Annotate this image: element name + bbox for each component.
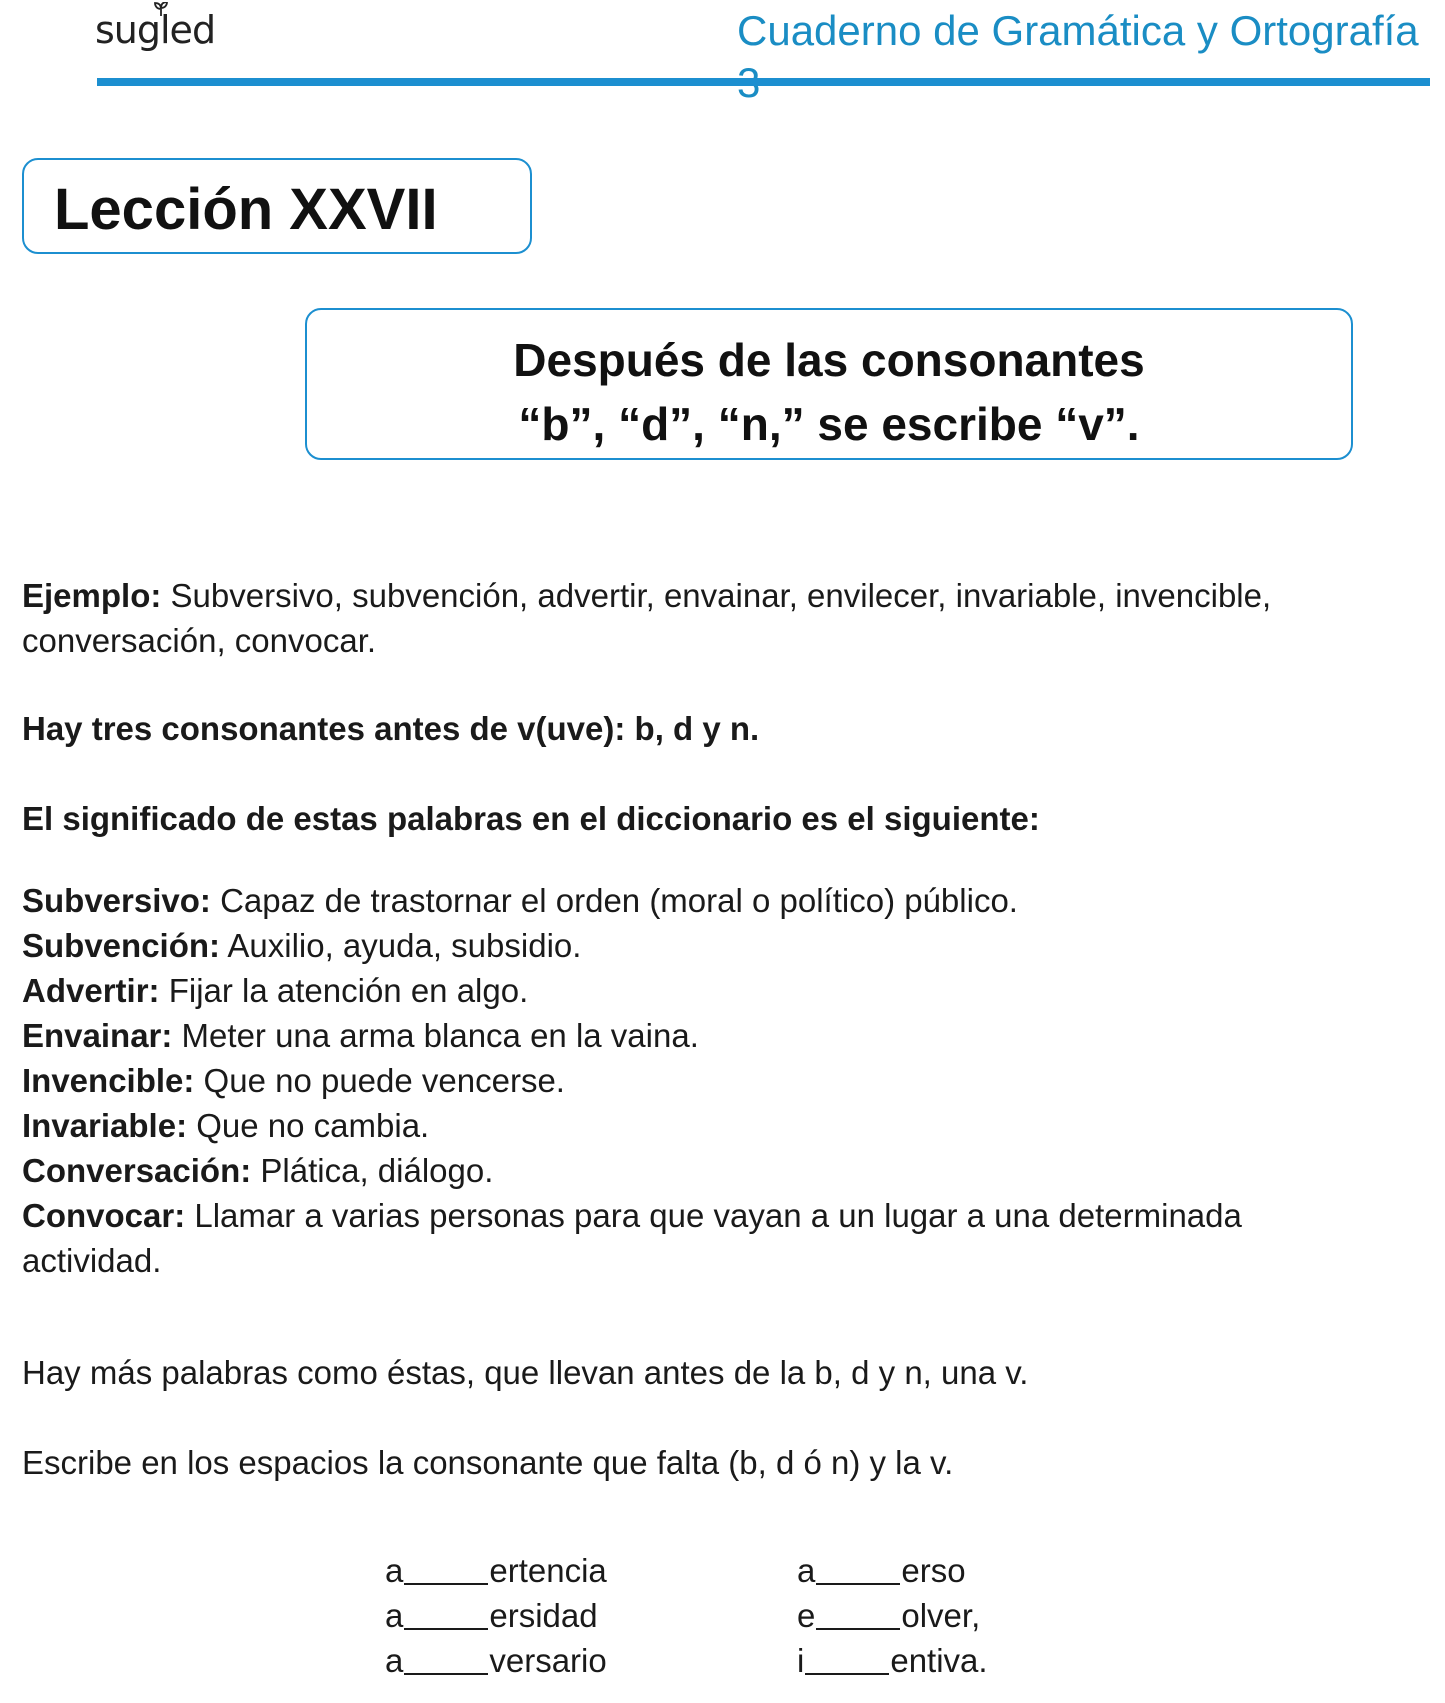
dictionary-intro: El significado de estas palabras en el diccionario es el siguiente:: [22, 800, 1040, 837]
word-suffix: erso: [901, 1552, 966, 1589]
rule-line-2: “b”, “d”, “n,” se escribe “v”.: [518, 398, 1140, 450]
answer-blank[interactable]: [816, 1628, 900, 1630]
consonants-note: Hay tres consonantes antes de v(uve): b, d y n.: [22, 710, 760, 747]
definition-term: Subvención:: [22, 927, 221, 964]
word-prefix: a: [385, 1642, 404, 1679]
lesson-title-box: [22, 158, 532, 254]
example-label: Ejemplo:: [22, 577, 162, 614]
exercise-item[interactable]: [385, 1638, 607, 1683]
more-words-note: Hay más palabras como éstas, que llevan antes de la b, d y n, una v.: [22, 1354, 1029, 1391]
lesson-title: Lección XXVII: [54, 177, 438, 242]
word-prefix: a: [385, 1597, 404, 1634]
word-suffix: ertencia: [489, 1552, 607, 1589]
exercise-item[interactable]: [797, 1638, 988, 1683]
definition-term: Invariable:: [22, 1107, 188, 1144]
definition-item: [22, 878, 1402, 923]
header-divider: [97, 78, 1430, 86]
definition-item: [22, 1058, 1402, 1103]
definition-meaning: Fijar la atención en algo.: [159, 972, 529, 1009]
word-prefix: i: [797, 1642, 805, 1679]
definition-item: [22, 923, 1402, 968]
definitions-list: [22, 878, 1402, 1283]
rule-box: [305, 308, 1353, 460]
definition-meaning: Llamar a varias personas para que vayan a un lugar a una determinada actividad.: [22, 1197, 1242, 1279]
word-prefix: a: [797, 1552, 816, 1589]
exercise-column-left: [385, 1548, 607, 1683]
example-text: Subversivo, subvención, advertir, envainar, envilecer, invariable, invencible, conversación, convocar.: [22, 577, 1272, 659]
answer-blank[interactable]: [404, 1673, 488, 1675]
definition-meaning: Plática, diálogo.: [251, 1152, 494, 1189]
answer-blank[interactable]: [404, 1583, 488, 1585]
exercise-item[interactable]: [385, 1593, 607, 1638]
definition-term: Envainar:: [22, 1017, 173, 1054]
exercise-column-right: [797, 1548, 988, 1683]
definition-meaning: Capaz de trastornar el orden (moral o político) público.: [210, 882, 1018, 919]
definition-term: Advertir:: [22, 972, 160, 1009]
brand-logo: [95, 8, 215, 52]
exercise-item[interactable]: [797, 1593, 988, 1638]
exercise-item[interactable]: [385, 1548, 607, 1593]
word-prefix: e: [797, 1597, 816, 1634]
definition-term: Convocar:: [22, 1197, 186, 1234]
definition-item: [22, 1013, 1402, 1058]
word-suffix: olver,: [901, 1597, 981, 1634]
rule-line-1: Después de las consonantes: [513, 334, 1145, 386]
definition-meaning: Meter una arma blanca en la vaina.: [172, 1017, 699, 1054]
definition-item: [22, 1103, 1402, 1148]
answer-blank[interactable]: [404, 1628, 488, 1630]
definition-item: [22, 968, 1402, 1013]
definition-meaning: Que no puede vencerse.: [194, 1062, 565, 1099]
brand-logo-text: sugled: [95, 8, 216, 52]
answer-blank[interactable]: [816, 1583, 900, 1585]
definition-item: [22, 1193, 1312, 1283]
definition-term: Invencible:: [22, 1062, 195, 1099]
exercise-item[interactable]: [797, 1548, 988, 1593]
definition-item: [22, 1148, 1402, 1193]
definition-term: Subversivo:: [22, 882, 211, 919]
word-suffix: ersidad: [489, 1597, 598, 1634]
word-suffix: versario: [489, 1642, 607, 1679]
example-paragraph: [22, 573, 1402, 663]
book-title: Cuaderno de Gramática y Ortografía: [737, 7, 1419, 54]
sprout-icon: [152, 2, 170, 16]
definition-term: Conversación:: [22, 1152, 252, 1189]
word-prefix: a: [385, 1552, 404, 1589]
definition-meaning: Que no cambia.: [187, 1107, 430, 1144]
exercise-instructions: Escribe en los espacios la consonante que falta (b, d ó n) y la v.: [22, 1444, 954, 1481]
word-suffix: entiva.: [890, 1642, 988, 1679]
definition-meaning: Auxilio, ayuda, subsidio.: [220, 927, 582, 964]
answer-blank[interactable]: [805, 1673, 889, 1675]
